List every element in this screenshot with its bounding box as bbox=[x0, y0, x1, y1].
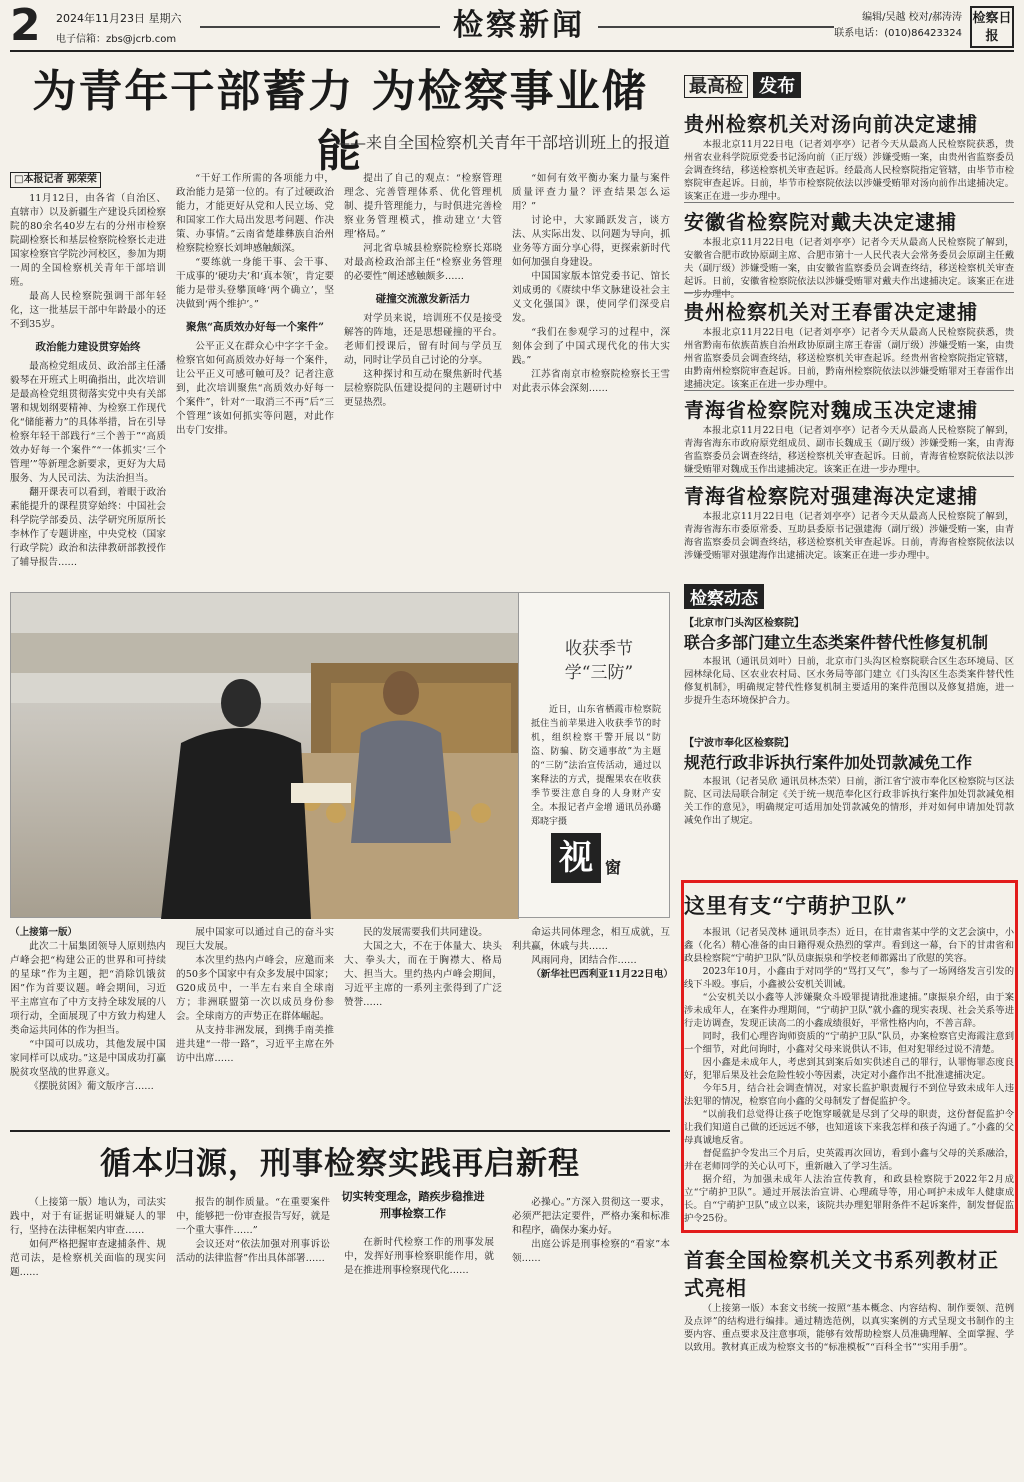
cont-col-3 bbox=[344, 926, 502, 1122]
byline: □本报记者 郭荣荣 bbox=[10, 172, 101, 188]
main-subheadline: ——来自全国检察机关青年干部培训班上的报道 bbox=[333, 133, 670, 152]
item-headline: 联合多部门建立生态类案件替代性修复机制 bbox=[684, 633, 989, 652]
divider bbox=[684, 476, 1014, 477]
dynamics-item bbox=[684, 614, 1014, 719]
item-text bbox=[684, 775, 1014, 853]
item-headline: 安徽省检察院对戴夫决定逮捕 bbox=[684, 210, 957, 234]
masthead-rule bbox=[598, 26, 834, 28]
news-item bbox=[684, 110, 1014, 202]
dynamics-item bbox=[684, 734, 1014, 853]
column-logo: 视 bbox=[551, 833, 601, 883]
paragraph: 本报北京11月22日电（记者刘亭亭）记者今天从最高人民检察院了解到，安徽省合肥市政协原副主席、合肥市第十一人民代表大会常务委员会原副主任戴夫（副厅级）涉嫌受贿一案，由安徽省监察委员会调查终结，移送检察机关审查起诉。日前，安徽省检察院依法以涉嫌受贿罪对戴夫作出逮捕决定。该案正在进一步办理中。 bbox=[684, 237, 1014, 300]
photo-caption: 近日，山东省栖霞市检察院抵住当前苹果进入收获季节的时机，组织检察干警开展以“防盗、防骗、防交通事故”为主题的“三防”法治宣传活动，通过以案释法的方式，提醒果农在收获季节要注意自身的人身财产安全。本报记者卢金增 通讯员孙璐 郑晓宇摄 bbox=[531, 705, 661, 827]
paragraph: 这种探讨和互动在聚焦新时代基层检察院队伍建设提问的主题研讨中更显热烈。 bbox=[344, 369, 502, 408]
paragraph: 最高检党组成员、政治部主任潘毅琴在开班式上明确指出，此次培训是最高检党组贯彻落实党中央有关部署和规划纲要精神、为检察工作现代化“储能蓄力”的具体举措，旨在引导检察年轻干部践行“三个善于”“高质效办好每一个案件”“一体抓实‘三个管理’”等新理念新要求，更好为大局服务、为人民司法、为法治担当。 bbox=[10, 361, 166, 484]
paragraph: 从支持非洲发展，到携手南美推进共建“一带一路”，习近平主席在外访中出席…… bbox=[176, 1025, 334, 1064]
paragraph: 本报北京11月22日电（记者刘亭亭）记者今天从最高人民检察院获悉，贵州省农业科学院原党委书记汤向前（正厅级）涉嫌受贿一案，由贵州省监察委员会调查终结，移送检察机关审查起诉。经最高人民检察院指定管辖，由毕节市检察院审查起诉。日前，毕节市检察院依法以涉嫌受贿罪对汤向前作出逮捕决定。该案正在进一步办理中。 bbox=[684, 139, 1014, 202]
lower-col-1 bbox=[10, 1196, 166, 1468]
photo-title: 收获季节 学“三防” bbox=[564, 639, 634, 683]
item-text bbox=[684, 655, 1014, 719]
paragraph: 督促监护令发出三个月后，史英霞再次回访，看到小鑫与父母的关系融洽，并在老师同学的关心认可下，重新融入了学习生活。 bbox=[684, 1148, 1014, 1172]
tag-word: 最高检 bbox=[684, 75, 748, 98]
dynamics-tag bbox=[684, 584, 1014, 609]
divider bbox=[684, 390, 1014, 391]
paragraph: 中国国家版本馆党委书记、馆长刘成勇的《赓续中华文脉建设社会主义文化强国》课，使同学们深受启发。 bbox=[512, 271, 670, 324]
item-headline: 贵州检察机关对王春雷决定逮捕 bbox=[684, 300, 978, 324]
paragraph: （上接第一版）本套文书统一按照“基本概念、内容结构、制作要领、范例及点评”的结构进行编排。通过精选范例，以真实案例的方式呈现文书制作的主要内容、重点要求及注意事项，能够有效帮助检察人员准确理解、全面掌握、学以致用。教材真正成为检察文书的“标准模板”“百科全书”“实用手册”。 bbox=[684, 1303, 1014, 1353]
paragraph: 此次二十届集团领导人原则热内卢峰会把“构建公正的世界和可持续的星球”作为主题，把“消除饥饿贫困”作为首要议题。峰会期间，习近平主席宣布了中方支持全球发展的八项行动，全面展现了中方致力构建人类命运共同体的作为担当。 bbox=[10, 941, 166, 1036]
highlight-text bbox=[684, 926, 1014, 1224]
item-text bbox=[684, 424, 1014, 475]
tag-word: 发布 bbox=[753, 72, 801, 98]
news-item bbox=[684, 1246, 1014, 1482]
paragraph: 河北省阜城县检察院检察长郑晓对最高检政治部主任“检察业务管理的必要性”阐述感触颇多…… bbox=[344, 243, 502, 282]
tag-word: 检察动态 bbox=[684, 584, 764, 609]
phone: 联系电话：(010)86423324 bbox=[834, 28, 962, 39]
paragraph: 本次里约热内卢峰会，应邀而来的50多个国家中有众多发展中国家；G20成员中，一半左右来自全球南方；非洲联盟第一次以成员身份参会。全球南方的声势正在群体崛起。 bbox=[176, 955, 334, 1022]
paragraph: “公安机关以小鑫等人涉嫌聚众斗殴罪提请批准逮捕。”康振泉介绍，由于案涉未成年人，在案件办理期间，“宁萌护卫队”就小鑫的现实表现、社会关系等进行走访调查，发现正读高二的小鑫成绩很好，平常性格内向，不善言辞。 bbox=[684, 992, 1014, 1029]
masthead-rule bbox=[200, 26, 440, 28]
cont-col-2 bbox=[176, 926, 334, 1122]
paragraph: 因小鑫是未成年人，考虑到其到案后如实供述自己的罪行，认罪悔罪态度良好，犯罪后果及社会危险性较小等因素，决定对小鑫作出不批准逮捕决定。 bbox=[684, 1057, 1014, 1081]
item-text bbox=[684, 138, 1014, 202]
item-text bbox=[684, 326, 1014, 390]
paragraph: 必操心。”方深入贯彻这一要求，必须严把法定要件，严格办案和标准和程序，确保办案办好。 bbox=[512, 1197, 670, 1236]
cont-col-4 bbox=[512, 926, 674, 1122]
paragraph: 如何严格把握审查逮捕条件、规范司法，是检察机关面临的现实问题…… bbox=[10, 1239, 166, 1278]
email: 电子信箱：zbs@jcrb.com bbox=[56, 34, 177, 45]
paragraph: 民的发展需要我们共同建设。 bbox=[363, 927, 488, 938]
section-subhead: 政治能力建设贯穿始终 bbox=[35, 341, 141, 353]
paragraph: 本报讯（记者吴欣 通讯员林杰荣）日前，浙江省宁波市奉化区检察院与区法院、区司法局联合制定《关于统一规范奉化区行政非诉执行案件加处罚款减免相关工作的意见》，明确规定可适用加处罚款减免的情形，并对如何申请加处罚款减免作出了规定。 bbox=[684, 776, 1014, 826]
masthead bbox=[10, 0, 1014, 52]
editors: 编辑/吴越 校对/郝涛涛 bbox=[862, 12, 962, 23]
paragraph: “如何有效平衡办案力量与案件质量评查力量？评查结果怎么运用？” bbox=[512, 173, 670, 212]
item-text bbox=[684, 510, 1014, 568]
item-headline: 规范行政非诉执行案件加处罚款减免工作 bbox=[684, 753, 973, 772]
paragraph: （上接第一版）地认为，司法实践中，对于有证据证明嫌疑人的罪行，坚持在法律框架内审查…… bbox=[10, 1197, 166, 1236]
paragraph: 展中国家可以通过自己的奋斗实现巨大发展。 bbox=[176, 927, 334, 952]
issue-date: 2024年11月23日 星期六 bbox=[56, 12, 182, 25]
paragraph: 本报北京11月22日电（记者刘亭亭）记者今天从最高人民检察院了解到，青海省海东市政府原党组成员、副市长魏成玉（副厅级）涉嫌受贿一案，由青海省监察委员会调查终结，移送检察机关审查起诉。日前，青海省检察院依法以涉嫌受贿罪对魏成玉作出逮捕决定。该案正在进一步办理中。 bbox=[684, 425, 1014, 475]
item-headline: 青海省检察院对魏成玉决定逮捕 bbox=[684, 398, 978, 422]
lower-headline: 循本归源，刑事检察实践再启新程 bbox=[10, 1130, 670, 1186]
item-headline: 贵州检察机关对汤向前决定逮捕 bbox=[684, 112, 978, 136]
photo-illustration bbox=[11, 593, 519, 919]
paragraph: 出庭公诉是刑事检察的“看家”本领…… bbox=[512, 1239, 670, 1264]
paragraph: 2023年10月，小鑫由于对同学的“骂打又气”，参与了一场网络发言引发的线下斗殴。事后，小鑫被公安机关训诫。 bbox=[684, 966, 1014, 990]
item-text bbox=[684, 1302, 1014, 1482]
section-subhead: 聚焦“高质效办好每一个案件” bbox=[185, 321, 325, 333]
section-title: 检察新闻 bbox=[453, 8, 585, 43]
column-logo-word: 窗 bbox=[605, 858, 622, 877]
news-item bbox=[684, 208, 1014, 300]
paragraph: 对学员来说，培训班不仅是接受解答的阵地，还是思想碰撞的平台。老师们授课后，留有时间与学员互动，同时让学员自己讨论的分享。 bbox=[344, 313, 502, 366]
paragraph: 大国之大，不在于体量大、块头大、拳头大，而在于胸襟大、格局大、担当大。里约热内卢峰会期间，习近平主席的一系列主张得到了广泛赞誉…… bbox=[344, 941, 502, 1008]
paragraph: “我们在参观学习的过程中，深刻体会到了中国式现代化的伟大实践。” bbox=[512, 327, 670, 366]
paragraph: 11月12日，由各省（自治区、直辖市）以及新疆生产建设兵团检察院的80余名40岁左右的分州市检察院副检察长和基层检察院检察长走进国家检察官学院沙河校区，参加为期一周的全国检察机关青年干部培训班。 bbox=[10, 193, 166, 288]
paragraph: 报告的制作质量。“在重要案件中，能够把一份审查报告写好，就是一个重大事件……” bbox=[176, 1197, 330, 1236]
paragraph: “要练就一身能干事、会干事、干成事的‘硬功夫’和‘真本领’，肯定要能力是带头登攀顶峰‘两个确立’，坚决做到‘两个维护’。” bbox=[176, 257, 334, 310]
paragraph: “以前我们总觉得让孩子吃饱穿暖就是尽到了父母的职责，这份督促监护令让我们知道自己做的还远远不够，也知道该下来我怎样和孩子沟通了。”小鑫的父母真诚地反省。 bbox=[684, 1109, 1014, 1146]
paragraph: 本报讯（通讯员刘叶）日前，北京市门头沟区检察院联合区生态环境局、区园林绿化局、区农业农村局、区水务局等部门建立《门头沟区生态类案件替代性修复机制》，明确规定替代性修复机制主要适用的案件范围以及修复措施，进一步提升生态环境保护合力。 bbox=[684, 656, 1014, 706]
source-tag: 【宁波市奉化区检察院】 bbox=[684, 738, 794, 749]
paragraph: 同时，我们心理咨询师资质的“宁萌护卫队”队员，办案检察官史海霞注意到一个细节，对此问询时，小鑫对父母来说供认不讳，但对犯罪经过说不清楚。 bbox=[684, 1031, 1014, 1055]
source-tag: 【北京市门头沟区检察院】 bbox=[684, 618, 804, 629]
news-item bbox=[684, 482, 1014, 568]
paragraph: 今年5月，结合社会调查情况，对家长监护职责履行不到位导致未成年人违法犯罪的情况，检察官向小鑫的父母制发了督促监护令。 bbox=[684, 1083, 1014, 1107]
item-headline: 首套全国检察机关文书系列教材正式亮相 bbox=[684, 1248, 999, 1300]
lower-col-3 bbox=[344, 1236, 494, 1468]
main-col-1 bbox=[10, 172, 166, 582]
newspaper-logo: 检察日报 bbox=[970, 6, 1014, 48]
news-item bbox=[684, 298, 1014, 390]
photo-sidebar bbox=[518, 592, 670, 918]
editors-info bbox=[834, 10, 962, 42]
news-item bbox=[684, 396, 1014, 475]
paragraph: 本报讯（记者吴茂林 通讯员李杰）近日，在甘肃省某中学的文艺会演中，小鑫（化名）精心准备的由日籍得观众热烈的掌声。看到这一幕，台下的甘肃省和政县检察院“宁萌护卫队”队员康振泉和学校老师都露出了欣慰的笑容。 bbox=[684, 927, 1014, 964]
paragraph: 本报北京11月22日电（记者刘亭亭）记者今天从最高人民检察院获悉，贵州省黔南布依族苗族自治州政协原副主席王春雷（副厅级）涉嫌受贿一案，由贵州省监察委员会调查终结，移送检察机关审查起诉。经贵州省检察院指定管辖，由黔南州检察院审查起诉。日前，黔南州检察院依法以涉嫌受贿罪对王春雷作出逮捕决定。该案正在进一步办理中。 bbox=[684, 327, 1014, 390]
paragraph: 在新时代检察工作的刑事发展中，发挥好刑事检察职能作用，就是在推进刑事检察现代化…… bbox=[344, 1237, 494, 1276]
main-col-3 bbox=[344, 172, 502, 582]
paragraph: 命运共同体理念，相互成就，互利共赢，休戚与共…… bbox=[512, 927, 670, 952]
paragraph: 公平正义在群众心中字字千金。检察官如何高质效办好每一个案件，让公平正义可感可触可及？记者注意到，此次培训聚焦“高质效办好每一个案件”，针对“一取消三不再”后“三个管理”该如何抓实等问题，对此作出专门安排。 bbox=[176, 341, 334, 436]
paragraph: 讨论中，大家踊跃发言，谈方法、从实际出发、以问题为导向，抓业务等方面分享心得，更探索新时代如何加强自身建设。 bbox=[512, 215, 670, 268]
release-tag bbox=[684, 72, 1014, 98]
divider bbox=[684, 202, 1014, 203]
paragraph: 会议还对“依法加强对刑事诉讼活动的法律监督”作出具体部署…… bbox=[176, 1239, 330, 1264]
cont-col-1 bbox=[10, 926, 166, 1122]
paragraph: “中国可以成功，其他发展中国家同样可以成功。”这是中国成功打赢脱贫攻坚战的世界意义。 bbox=[10, 1039, 166, 1078]
lower-inner-head: 切实转变理念，踏疾步稳推进刑事检察工作 bbox=[341, 1190, 485, 1220]
item-text bbox=[684, 236, 1014, 300]
lower-col-4 bbox=[512, 1196, 670, 1468]
highlight-headline: 这里有支“宁萌护卫队” bbox=[684, 893, 909, 918]
dateline: （新华社巴西利亚11月22日电） bbox=[531, 969, 674, 980]
main-headline: 为青年干部蓄力 为检察事业储能 bbox=[32, 66, 648, 177]
item-headline: 青海省检察院对强建海决定逮捕 bbox=[684, 484, 978, 508]
page-number: 2 bbox=[10, 0, 41, 51]
section-subhead: 碰撞交流激发新活力 bbox=[375, 293, 471, 305]
paragraph: 翻开课表可以看到，着眼于政治素能提升的课程贯穿始终：中国社会科学院学部委员、法学研究所原所长李林作了专题讲座，中央党校（国家行政学院）政治和法律教研部教授作了辅导报告…… bbox=[10, 487, 166, 568]
divider bbox=[684, 292, 1014, 293]
paragraph: 据介绍，为加强未成年人法治宣传教育，和政县检察院于2022年2月成立“宁萌护卫队”。通过开展法治宣讲、心理疏导等，用心呵护未成年人健康成长。自“宁萌护卫队”成立以来，该院共办理犯罪附条件不起诉案件，制发督促监护令25份。 bbox=[684, 1174, 1014, 1224]
lower-col-2 bbox=[176, 1196, 330, 1468]
paragraph: 江苏省南京市检察院检察长王雪对此表示体会深刻…… bbox=[512, 369, 670, 394]
paragraph: 最高人民检察院强调干部年轻化，这一批基层干部中年龄最小的还不到35岁。 bbox=[10, 291, 166, 330]
paragraph: 提出了自己的观点：“检察管理理念、完善管理体系、优化管理机制、提升管理能力，与时俱进完善检察业务管理模式，推动建立‘大管理’格局。” bbox=[344, 173, 502, 240]
main-col-4 bbox=[512, 172, 670, 582]
paragraph: “干好工作所需的各项能力中，政治能力是第一位的。有了过硬政治能力，才能更好从党和人民立场、党和国家工作大局出发思考问题、作决策、办事情。”云南省楚雄彝族自治州检察院检察长刘坤感触颇深。 bbox=[176, 173, 334, 254]
paragraph: 本报北京11月22日电（记者刘亭亭）记者今天从最高人民检察院了解到，青海省海东市委原常委、互助县委原书记强建海（副厅级）涉嫌受贿一案，由青海省监察委员会调查终结，移送检察机关审查起诉。日前，青海省检察院依法以涉嫌受贿罪对强建海作出逮捕决定。该案正在进一步办理中。 bbox=[684, 511, 1014, 561]
highlight-article bbox=[684, 892, 1014, 1224]
paragraph: 《摆脱贫困》葡文版序言…… bbox=[29, 1081, 154, 1092]
paragraph: 风雨同舟，团结合作…… bbox=[531, 955, 637, 966]
continued-label: （上接第一版） bbox=[10, 927, 78, 938]
main-col-2 bbox=[176, 172, 334, 582]
